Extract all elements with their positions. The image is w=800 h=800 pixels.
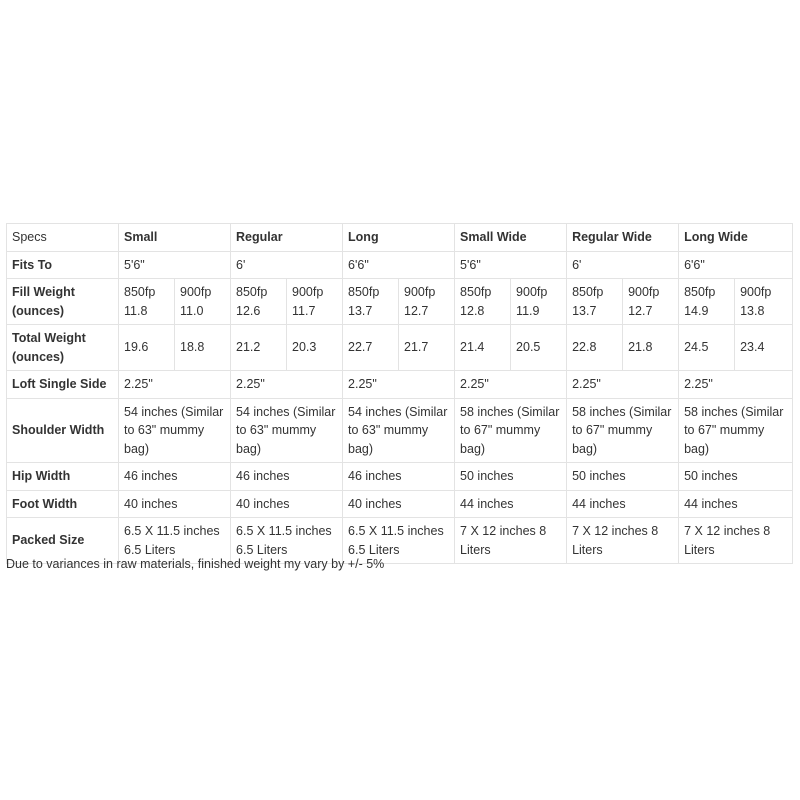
- spec-cell: 2.25": [567, 371, 679, 399]
- fill-weight-cell: [175, 279, 231, 325]
- total-weight-value: 21.8: [623, 325, 679, 371]
- fill-weight-cell: [119, 279, 175, 325]
- fill-weight-value: 13.7: [348, 303, 373, 318]
- spec-cell: 40 inches: [231, 490, 343, 518]
- weight-variance-note: Due to variances in raw materials, finished weight my vary by +/- 5%: [6, 557, 385, 571]
- spec-cell: 6.5 X 11.5 inches 6.5 Liters: [343, 518, 455, 564]
- total-weight-value: 24.5: [679, 325, 735, 371]
- row-foot-width: [7, 490, 793, 518]
- fill-weight-cell: [455, 279, 511, 325]
- spec-cell: 7 X 12 inches 8 Liters: [455, 518, 567, 564]
- spec-cell: 6.5 X 11.5 inches 6.5 Liters: [231, 518, 343, 564]
- fill-weight-cell: [287, 279, 343, 325]
- size-header: Small: [119, 224, 231, 252]
- header-row: [7, 224, 793, 252]
- spec-cell: 2.25": [231, 371, 343, 399]
- total-weight-value: 23.4: [735, 325, 793, 371]
- row-label: Foot Width: [7, 490, 119, 518]
- fill-weight-value: 12.7: [404, 303, 429, 318]
- fill-power-label: 850fp: [124, 285, 156, 299]
- spec-cell: 46 inches: [343, 463, 455, 491]
- fill-weight-cell: [567, 279, 623, 325]
- spec-cell: 6': [231, 251, 343, 279]
- spec-cell: 58 inches (Similar to 67" mummy bag): [679, 398, 793, 463]
- fill-power-label: 900fp: [516, 285, 548, 299]
- row-hip-width: [7, 463, 793, 491]
- fill-power-label: 850fp: [348, 285, 380, 299]
- row-loft: [7, 371, 793, 399]
- spec-cell: 40 inches: [119, 490, 231, 518]
- spec-cell: 46 inches: [231, 463, 343, 491]
- fill-weight-cell: [735, 279, 793, 325]
- total-weight-value: 18.8: [175, 325, 231, 371]
- row-label: Loft Single Side: [7, 371, 119, 399]
- row-label: Fill Weight (ounces): [7, 279, 119, 325]
- total-weight-value: 19.6: [119, 325, 175, 371]
- size-header: Long: [343, 224, 455, 252]
- fill-weight-value: 12.8: [460, 303, 485, 318]
- spec-cell: 6'6": [343, 251, 455, 279]
- fill-power-label: 850fp: [572, 285, 604, 299]
- spec-cell: 2.25": [343, 371, 455, 399]
- spec-cell: 44 inches: [567, 490, 679, 518]
- total-weight-value: 22.8: [567, 325, 623, 371]
- total-weight-value: 21.2: [231, 325, 287, 371]
- spec-cell: 50 inches: [567, 463, 679, 491]
- fill-weight-cell: [399, 279, 455, 325]
- spec-cell: 50 inches: [679, 463, 793, 491]
- total-weight-value: 22.7: [343, 325, 399, 371]
- fill-power-label: 850fp: [460, 285, 492, 299]
- spec-cell: 50 inches: [455, 463, 567, 491]
- row-shoulder-width: [7, 398, 793, 463]
- row-label: Packed Size: [7, 518, 119, 564]
- spec-cell: 6.5 X 11.5 inches 6.5 Liters: [119, 518, 231, 564]
- row-label: Total Weight (ounces): [7, 325, 119, 371]
- row-total-weight: [7, 325, 793, 371]
- spec-cell: 44 inches: [679, 490, 793, 518]
- fill-weight-value: 12.6: [236, 303, 261, 318]
- row-label: Fits To: [7, 251, 119, 279]
- fill-weight-value: 13.8: [740, 303, 765, 318]
- spec-cell: 6'6": [679, 251, 793, 279]
- fill-weight-value: 14.9: [684, 303, 709, 318]
- fill-power-label: 850fp: [684, 285, 716, 299]
- row-label: Shoulder Width: [7, 398, 119, 463]
- spec-cell: 58 inches (Similar to 67" mummy bag): [455, 398, 567, 463]
- spec-cell: 54 inches (Similar to 63" mummy bag): [343, 398, 455, 463]
- spec-cell: 2.25": [119, 371, 231, 399]
- fill-weight-value: 11.8: [124, 303, 148, 318]
- fill-weight-value: 11.7: [292, 303, 316, 318]
- size-header: Regular Wide: [567, 224, 679, 252]
- fill-weight-value: 11.0: [180, 303, 204, 318]
- spec-cell: 54 inches (Similar to 63" mummy bag): [119, 398, 231, 463]
- total-weight-value: 20.3: [287, 325, 343, 371]
- spec-cell: 46 inches: [119, 463, 231, 491]
- spec-cell: 5'6": [119, 251, 231, 279]
- spec-cell: 58 inches (Similar to 67" mummy bag): [567, 398, 679, 463]
- fill-power-label: 900fp: [628, 285, 660, 299]
- spec-cell: 2.25": [679, 371, 793, 399]
- spec-cell: 54 inches (Similar to 63" mummy bag): [231, 398, 343, 463]
- fill-power-label: 900fp: [404, 285, 436, 299]
- fill-weight-cell: [623, 279, 679, 325]
- spec-cell: 2.25": [455, 371, 567, 399]
- size-header: Long Wide: [679, 224, 793, 252]
- corner-label: Specs: [7, 224, 119, 252]
- specs-table: [6, 223, 793, 564]
- size-header: Small Wide: [455, 224, 567, 252]
- row-label: Hip Width: [7, 463, 119, 491]
- row-fits-to: [7, 251, 793, 279]
- fill-weight-value: 11.9: [516, 303, 540, 318]
- fill-power-label: 900fp: [292, 285, 324, 299]
- fill-power-label: 900fp: [180, 285, 212, 299]
- fill-power-label: 900fp: [740, 285, 772, 299]
- row-fill-weight: [7, 279, 793, 325]
- fill-weight-value: 13.7: [572, 303, 597, 318]
- size-header: Regular: [231, 224, 343, 252]
- fill-weight-cell: [511, 279, 567, 325]
- total-weight-value: 21.4: [455, 325, 511, 371]
- spec-cell: 7 X 12 inches 8 Liters: [567, 518, 679, 564]
- spec-cell: 5'6": [455, 251, 567, 279]
- total-weight-value: 21.7: [399, 325, 455, 371]
- spec-cell: 44 inches: [455, 490, 567, 518]
- fill-weight-cell: [231, 279, 287, 325]
- spec-cell: 7 X 12 inches 8 Liters: [679, 518, 793, 564]
- fill-power-label: 850fp: [236, 285, 268, 299]
- fill-weight-value: 12.7: [628, 303, 653, 318]
- total-weight-value: 20.5: [511, 325, 567, 371]
- fill-weight-cell: [343, 279, 399, 325]
- spec-cell: 6': [567, 251, 679, 279]
- fill-weight-cell: [679, 279, 735, 325]
- spec-cell: 40 inches: [343, 490, 455, 518]
